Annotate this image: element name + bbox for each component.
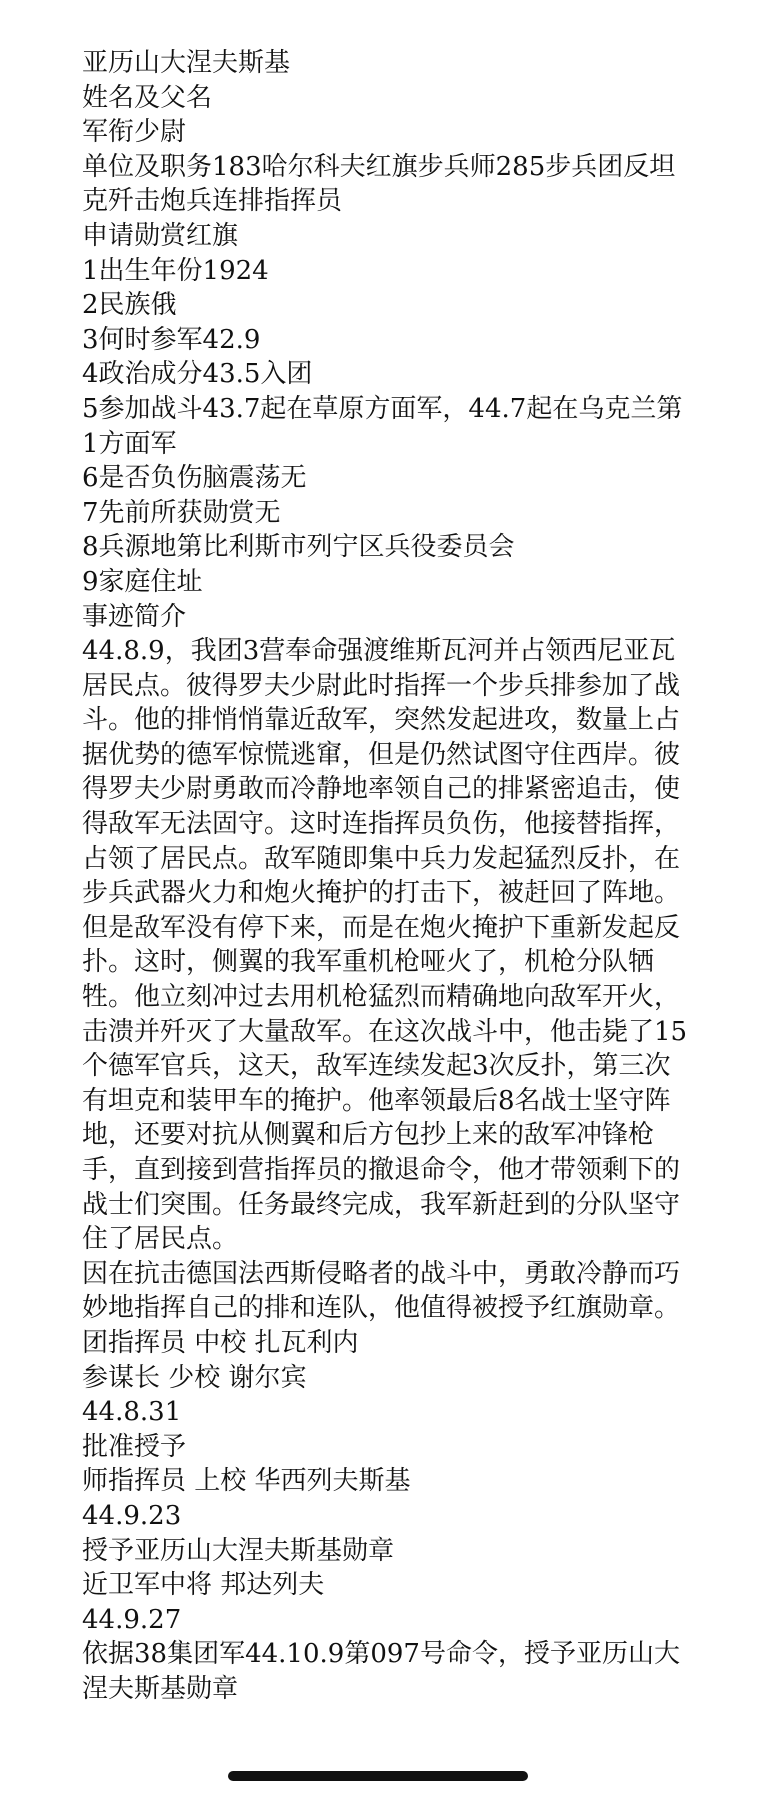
date-line-1: 44.8.31 bbox=[82, 1397, 182, 1428]
regiment-commander-line: 团指挥员 中校 扎瓦利内 bbox=[82, 1327, 359, 1358]
final-order-line: 依据38集团军44.10.9第097号命令，授予亚历山大涅夫斯基勋章 bbox=[82, 1639, 680, 1704]
political-status-line: 4政治成分43.5入团 bbox=[82, 359, 313, 390]
date-line-3: 44.9.27 bbox=[82, 1604, 182, 1635]
award-granted-line: 授予亚历山大涅夫斯基勋章 bbox=[82, 1535, 395, 1566]
award-request-line: 申请勋赏红旗 bbox=[82, 220, 239, 251]
recruitment-office-line: 8兵源地第比利斯市列宁区兵役委员会 bbox=[82, 532, 515, 563]
document-body bbox=[82, 46, 692, 1707]
home-address-line: 9家庭住址 bbox=[82, 566, 203, 597]
deeds-paragraph: 44.8.9，我团3营奉命强渡维斯瓦河并占领西尼亚瓦居民点。彼得罗夫少尉此时指挥一个步兵排参加了战斗。他的排悄悄靠近敌军，突然发起进攻，数量上占据优势的德军惊慌逃窜，但是仍然试图守住西岸。彼得罗夫少尉勇敢而冷静地率领自己的排紧密追击，使得敌军无法固守。这时连指挥员负伤，他接替指挥，占领了居民点。敌军随即集中兵力发起猛烈反扑，在步兵武器火力和炮火掩护的打击下，被赶回了阵地。但是敌军没有停下来，而是在炮火掩护下重新发起反扑。这时，侧翼的我军重机枪哑火了，机枪分队牺牲。他立刻冲过去用机枪猛烈而精确地向敌军开火，击溃并歼灭了大量敌军。在这次战斗中，他击毙了15个德军官兵，这天，敌军连续发起3次反扑，第三次有坦克和装甲车的掩护。他率领最后8名战士坚守阵地，还要对抗从侧翼和后方包抄上来的敌军冲锋枪手，直到接到营指挥员的撤退命令，他才带领剩下的战士们突围。任务最终完成，我军新赶到的分队坚守住了居民点。 bbox=[82, 636, 688, 1255]
guards-general-line: 近卫军中将 邦达列夫 bbox=[82, 1570, 325, 1601]
rank-line: 军衔少尉 bbox=[82, 117, 187, 148]
nationality-line: 2民族俄 bbox=[82, 290, 177, 321]
deeds-heading: 事迹简介 bbox=[82, 601, 187, 632]
wounds-line: 6是否负伤脑震荡无 bbox=[82, 463, 307, 494]
enlistment-line: 3何时参军42.9 bbox=[82, 324, 261, 355]
birth-year-line: 1出生年份1924 bbox=[82, 255, 269, 286]
previous-awards-line: 7先前所获勋赏无 bbox=[82, 497, 281, 528]
name-patronymic-line: 姓名及父名 bbox=[82, 82, 213, 113]
combat-service-line: 5参加战斗43.7起在草原方面军，44.7起在乌克兰第1方面军 bbox=[82, 393, 683, 459]
conclusion-paragraph: 因在抗击德国法西斯侵略者的战斗中，勇敢冷静而巧妙地指挥自己的排和连队，他值得被授予红旗勋章。 bbox=[82, 1258, 681, 1324]
order-name-line: 亚历山大涅夫斯基 bbox=[82, 48, 291, 78]
approval-line: 批准授予 bbox=[82, 1431, 187, 1462]
unit-position-line: 单位及职务183哈尔科夫红旗步兵师285步兵团反坦克歼击炮兵连排指挥员 bbox=[82, 151, 676, 217]
division-commander-line: 师指挥员 上校 华西列夫斯基 bbox=[82, 1466, 411, 1497]
chief-of-staff-line: 参谋长 少校 谢尔宾 bbox=[82, 1362, 307, 1393]
home-indicator-bar[interactable] bbox=[228, 1771, 528, 1781]
date-line-2: 44.9.23 bbox=[82, 1500, 182, 1531]
